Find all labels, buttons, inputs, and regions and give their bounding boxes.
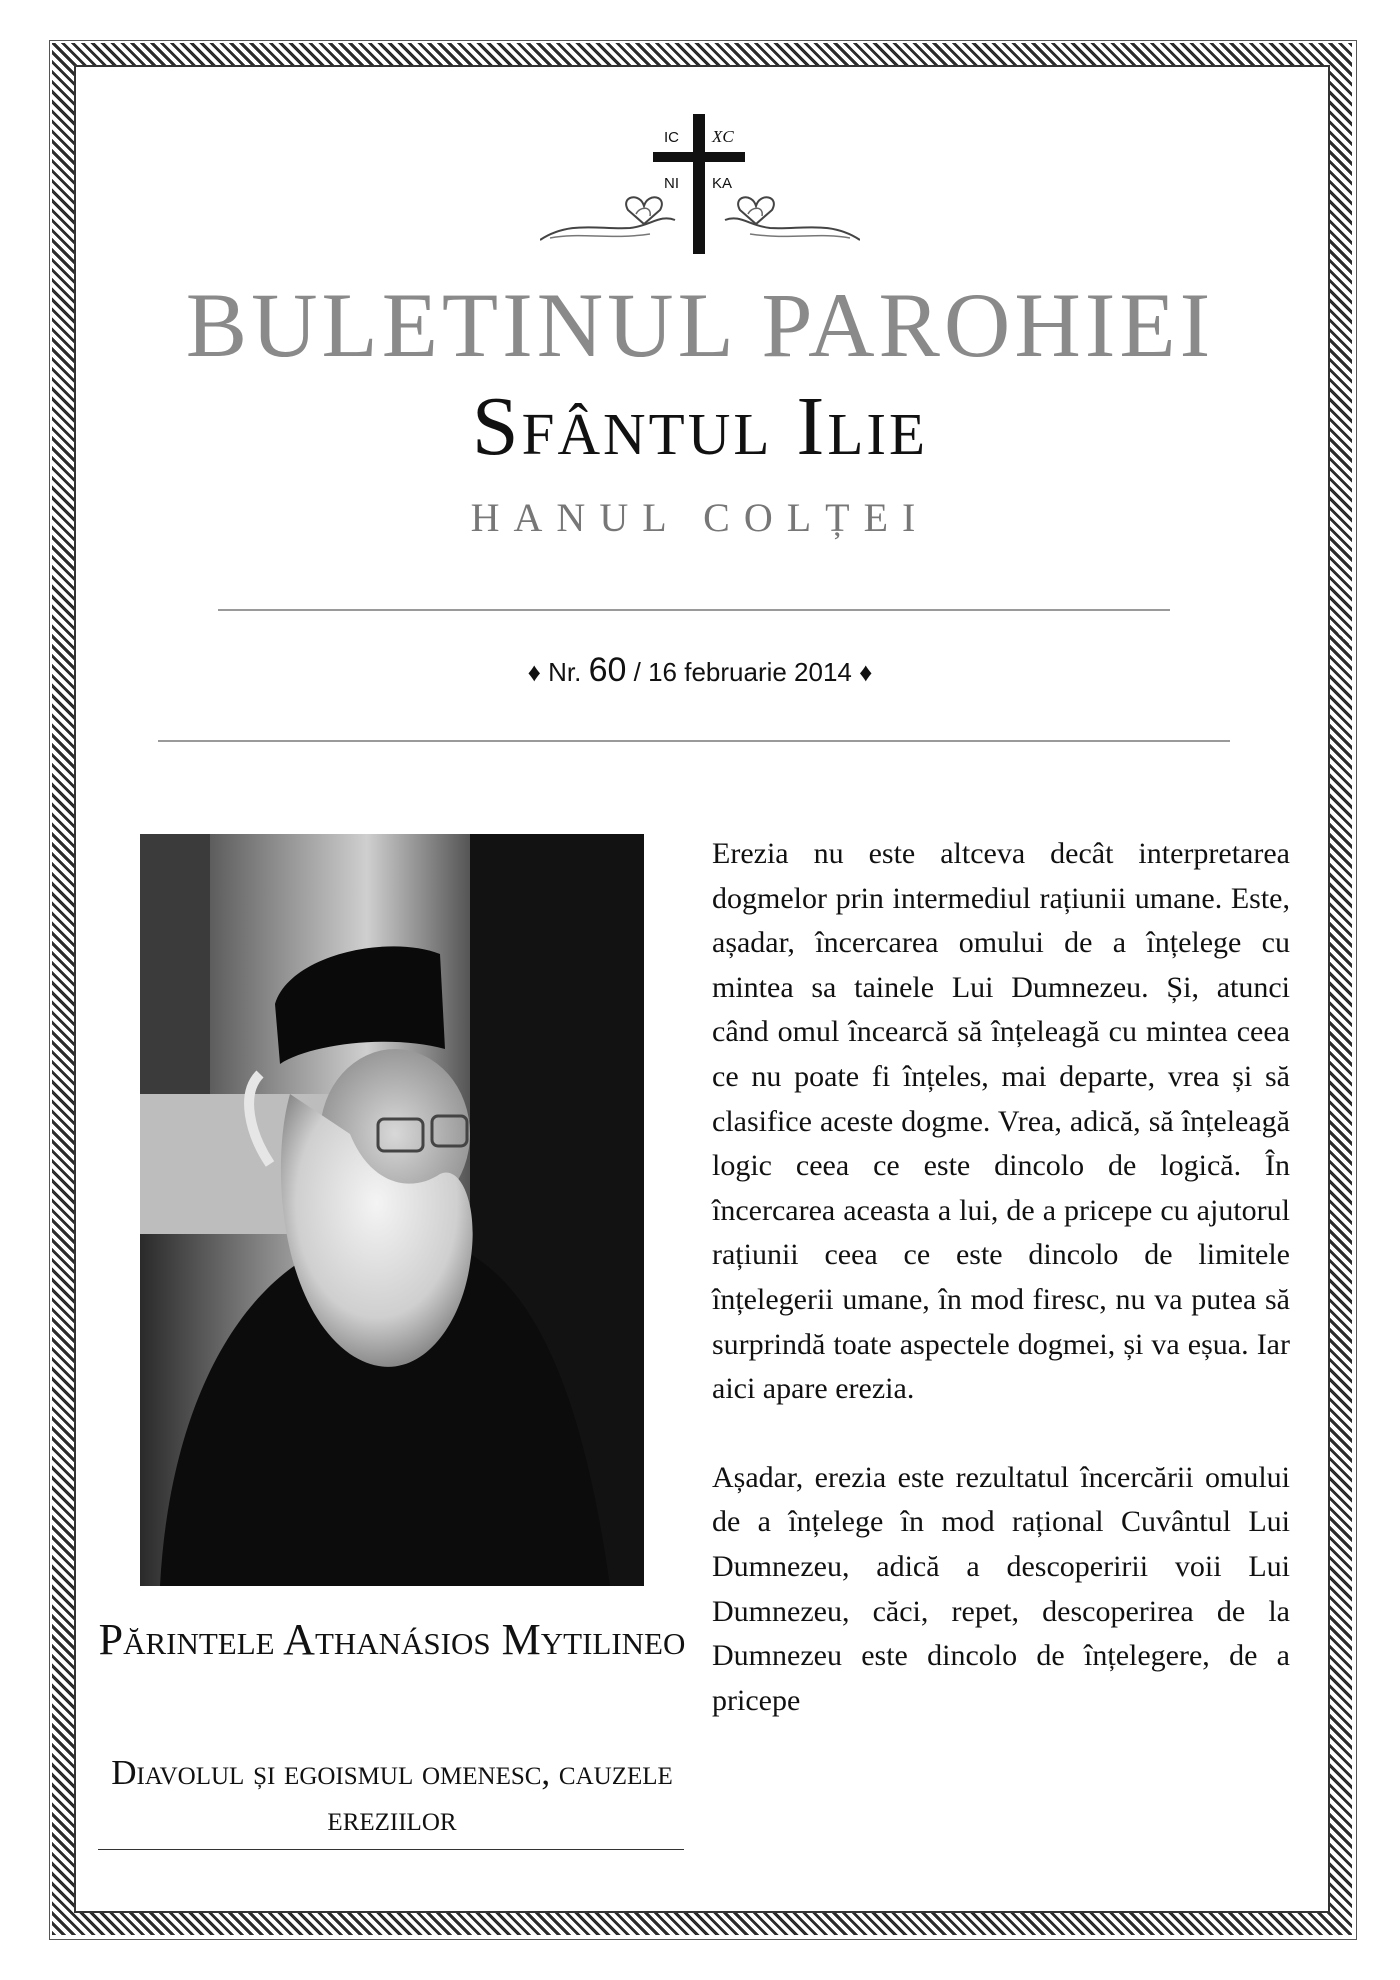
emblem-ic: IC xyxy=(664,129,679,146)
author-name: Părintele Athanásios Mytilineo xyxy=(98,1615,686,1664)
masthead-title: BULETINUL PAROHIEI xyxy=(185,274,1215,376)
portrait-image xyxy=(140,834,644,1586)
divider-top xyxy=(218,609,1170,611)
issue-line xyxy=(0,651,1400,690)
issue-date: / 16 februarie 2014 ♦ xyxy=(633,657,873,687)
emblem-xc: XC xyxy=(712,127,734,146)
parish-location: HANUL COLȚEI xyxy=(470,495,930,540)
article-paragraph-1: Erezia nu este altceva decât interpretarea dogmelor prin intermediul rațiunii umane. Este, așadar, încercarea omului de a înțelege cu mintea sa tainele Lui Dumnezeu. Și, atunci când omul încearcă să înțeleagă cu mintea ceea ce nu poate fi înțeles, mai departe, vrea și să clasifice aceste dogme. Vrea, adică, să înțeleagă logic ceea ce este dincolo de logică. În încercarea aceasta a lui, de a pricepe cu ajutorul rațiunii ceea ce este dincolo de limitele înțelegerii umane, în mod firesc, nu va putea să surprindă toate aspectele dogmei, și va eșua. Iar aici apare erezia. xyxy=(712,837,1290,1406)
article-title: Diavolul și egoismul omenesc, cauzele ereziilor xyxy=(111,1753,673,1838)
caption-divider xyxy=(98,1849,684,1850)
orthodox-cross-icon xyxy=(540,110,860,260)
article-body xyxy=(712,832,1290,1723)
issue-number: 60 xyxy=(588,651,627,689)
emblem-ni: NI xyxy=(664,175,679,192)
divider-bottom xyxy=(158,740,1230,742)
emblem xyxy=(540,110,860,260)
article-paragraph-2: Așadar, erezia este rezultatul încercării omului de a înțelege în mod rațional Cuvântul Lui Dumnezeu, adică a descoperirii voii Lui Dumnezeu, căci, repet, descoperirea de la Dumnezeu este dincolo de înțelegere, de a pricepe xyxy=(712,1460,1290,1717)
emblem-ka: KA xyxy=(712,175,733,192)
parish-name: Sfântul Ilie xyxy=(471,380,929,473)
portrait-photo xyxy=(140,834,644,1586)
issue-prefix: ♦ Nr. xyxy=(527,657,582,687)
